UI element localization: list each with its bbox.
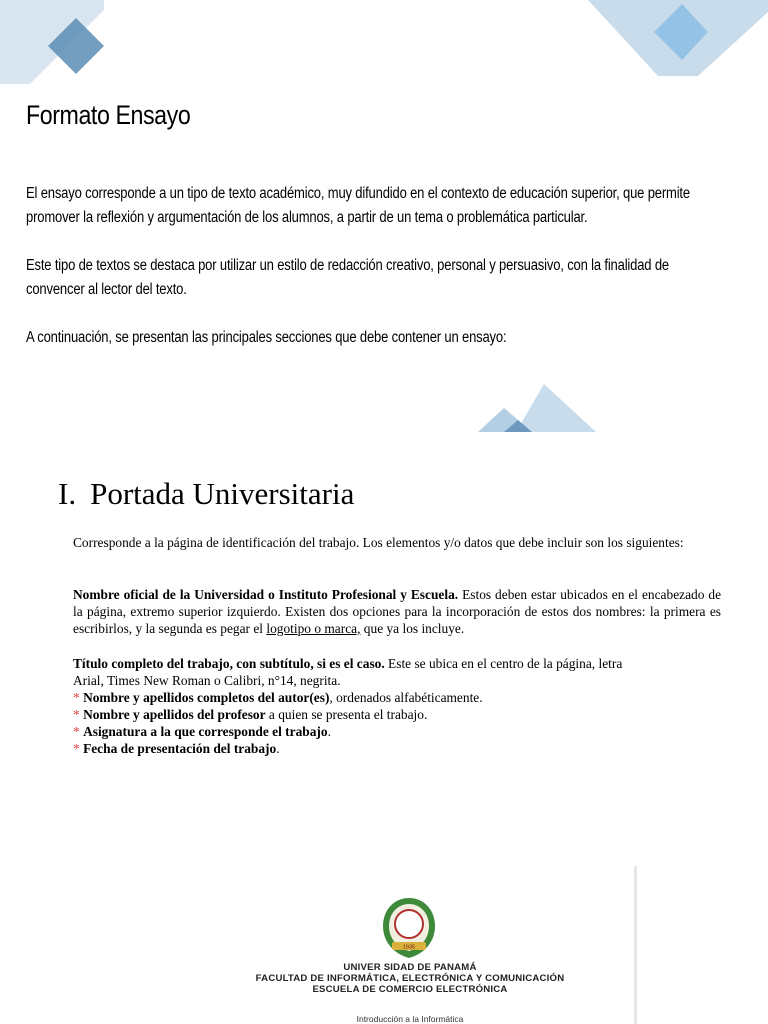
section-heading [58, 476, 354, 512]
university-seal-logo [380, 896, 438, 965]
cover-line-faculty: FACULTAD DE INFORMÁTICA, ELECTRÓNICA Y COMUNICACIÓN [255, 973, 565, 984]
section-number: I. [58, 476, 77, 511]
section-lead [73, 534, 721, 551]
logo-link[interactable]: logotipo o marca, [266, 621, 361, 636]
cover-sample-header [230, 962, 590, 995]
item-title-block [73, 655, 721, 757]
bullet-item [73, 723, 721, 740]
page-title: Formato Ensayo [26, 100, 191, 130]
item2-bold: Título completo del trabajo, con subtítulo, si es el caso. [73, 656, 385, 671]
bullet-item [73, 706, 721, 723]
bullet-rest: . [327, 724, 331, 739]
item1-text-b: que ya los incluye. [360, 621, 465, 636]
intro-paragraph-3: A continuación, se presentan las principales secciones que debe contener un ensayo: [26, 329, 507, 346]
seal-year: 1935 [402, 944, 416, 951]
item2-line2: Arial, Times New Roman o Calibri, n°14, negrita. [73, 673, 341, 688]
bullet-bold: Fecha de presentación del trabajo [83, 741, 277, 756]
bullet-star: * [73, 707, 80, 722]
section-title: Portada Universitaria [90, 476, 355, 511]
bullet-rest: . [276, 741, 280, 756]
bullet-item [73, 689, 721, 706]
middle-triangle-decoration [478, 384, 598, 434]
bullet-star: * [73, 690, 80, 705]
top-left-decoration [0, 0, 120, 90]
bullet-item [73, 740, 721, 757]
bullet-bold: Asignatura a la que corresponde el trabajo [83, 724, 328, 739]
cover-course-name: Introducción a la Informática [356, 1014, 464, 1024]
item2-text-line1: Este se ubica en el centro de la página, letra [384, 656, 623, 671]
bullet-bold: Nombre y apellidos completos del autor(es) [83, 690, 330, 705]
item1-text-a: Estos deben estar ubicados en el encabezado de la página, extremo superior izquierdo. Existen dos opciones para la incorporación de estos dos nombres: la primera es escribirlos, y la segunda es pegar el [73, 587, 722, 636]
bullet-rest: , ordenados alfabéticamente. [329, 690, 483, 705]
bullet-bold: Nombre y apellidos del profesor [83, 707, 266, 722]
item2-line1 [73, 655, 721, 672]
bullet-rest: a quien se presenta el trabajo. [265, 707, 428, 722]
page-edge-divider [634, 866, 637, 1024]
item-university-name [73, 586, 721, 637]
item1-paragraph [73, 586, 721, 637]
cover-line-school: ESCUELA DE COMERCIO ELECTRÓNICA [312, 984, 508, 995]
intro-paragraph-1: El ensayo corresponde a un tipo de texto académico, muy difundido en el contexto de educación superior, que permite promover la reflexión y argumentación de los alumnos, a partir de un tema o problemática particular. [26, 185, 690, 226]
top-right-decoration [588, 0, 768, 80]
intro-paragraph-2: Este tipo de textos se destaca por utilizar un estilo de redacción creativo, personal y persuasivo, con la finalidad de convencer al lector del texto. [26, 257, 669, 298]
bullet-star: * [73, 741, 80, 756]
bullet-star: * [73, 724, 80, 739]
university-seal-icon [380, 896, 438, 960]
lead-text: Corresponde a la página de identificación del trabajo. Los elementos y/o datos que debe incluir son los siguientes: [73, 535, 684, 550]
cover-line-university: UNIVER SIDAD DE PANAMÁ [343, 962, 477, 973]
item1-bold: Nombre oficial de la Universidad o Instituto Profesional y Escuela. [73, 587, 459, 602]
